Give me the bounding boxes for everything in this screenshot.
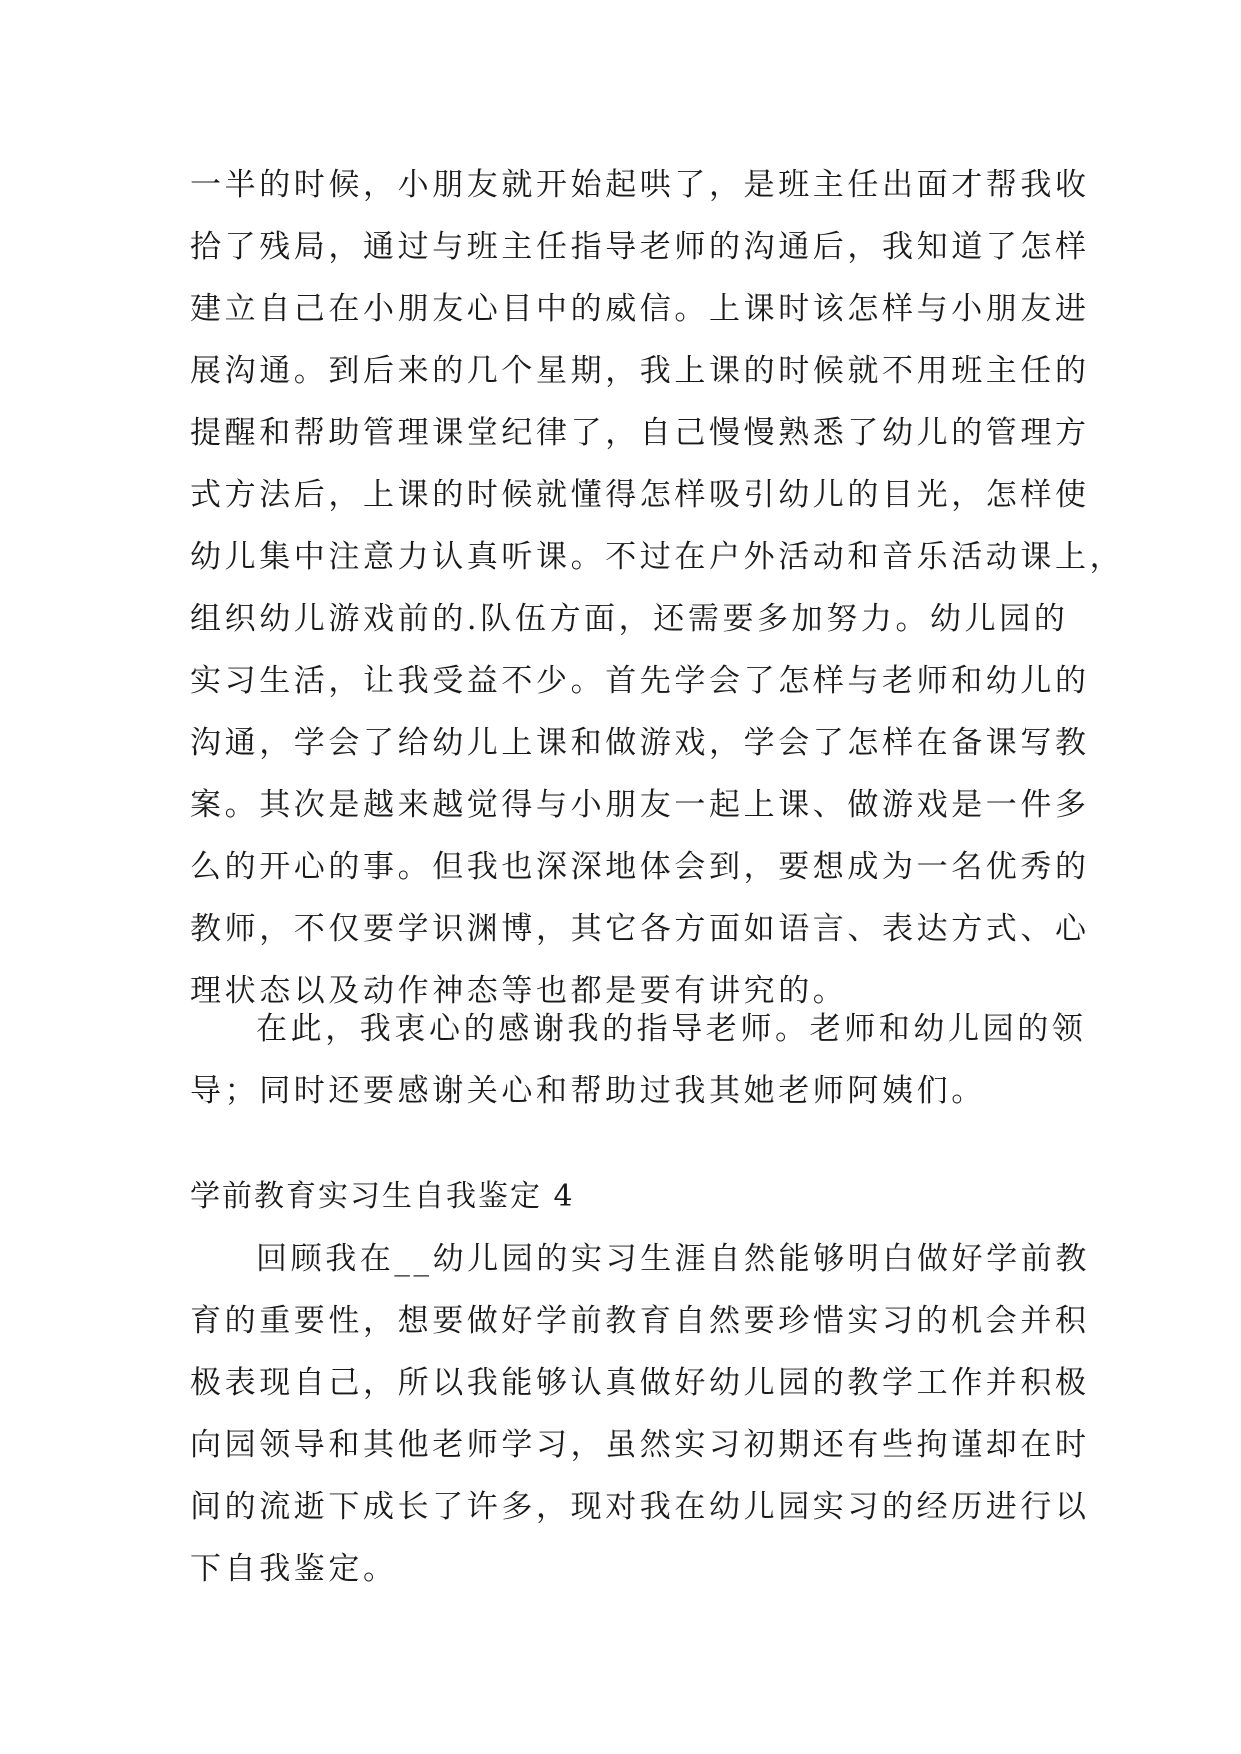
paragraph-line: 实习生活，让我受益不少。首先学会了怎样与老师和幼儿的 [190,663,1090,699]
paragraph-3 [190,1228,1090,1600]
section-heading: 学前教育实习生自我鉴定 4 [190,1179,575,1214]
paragraph-line: 下自我鉴定。 [190,1551,398,1587]
paragraph-2 [190,998,1087,1122]
paragraph-line: 极表现自己，所以我能够认真做好幼儿园的教学工作并积极 [190,1365,1090,1401]
paragraph-line: 建立自己在小朋友心目中的威信。上课时该怎样与小朋友进 [190,291,1090,327]
paragraph-line: 育的重要性，想要做好学前教育自然要珍惜实习的机会并积 [190,1303,1090,1339]
paragraph-line: 教师，不仅要学识渊博，其它各方面如语言、表达方式、心 [190,911,1090,947]
paragraph-line: 在此，我衷心的感谢我的指导老师。老师和幼儿园的领 [256,1011,1087,1047]
paragraph-line: 展沟通。到后来的几个星期，我上课的时候就不用班主任的 [190,353,1090,389]
paragraph-line: 回顾我在__幼儿园的实习生涯自然能够明白做好学前教 [256,1241,1090,1277]
paragraph-line: 拾了残局，通过与班主任指导老师的沟通后，我知道了怎样 [190,229,1090,265]
paragraph-line: 案。其次是越来越觉得与小朋友一起上课、做游戏是一件多 [190,787,1090,823]
paragraph-line: 向园领导和其他老师学习，虽然实习初期还有些拘谨却在时 [190,1427,1090,1463]
paragraph-line: 提醒和帮助管理课堂纪律了，自己慢慢熟悉了幼儿的管理方 [190,415,1090,451]
paragraph-line: 么的开心的事。但我也深深地体会到，要想成为一名优秀的 [190,849,1090,885]
paragraph-line: 沟通，学会了给幼儿上课和做游戏，学会了怎样在备课写教 [190,725,1090,761]
paragraph-line: 理状态以及动作神态等也都是要有讲究的。 [190,973,848,1009]
paragraph-line: 式方法后，上课的时候就懂得怎样吸引幼儿的目光，怎样使 [190,477,1090,513]
paragraph-line: 一半的时候，小朋友就开始起哄了，是班主任出面才帮我收 [190,167,1090,203]
paragraph-line: 导；同时还要感谢关心和帮助过我其她老师阿姨们。 [190,1073,986,1109]
paragraph-1 [190,154,1125,1022]
paragraph-line: 幼儿集中注意力认真听课。不过在户外活动和音乐活动课上， [190,539,1125,575]
paragraph-line: 间的流逝下成长了许多，现对我在幼儿园实习的经历进行以 [190,1489,1090,1525]
paragraph-line: 组织幼儿游戏前的.队伍方面，还需要多加努力。幼儿园的 [190,601,1069,637]
